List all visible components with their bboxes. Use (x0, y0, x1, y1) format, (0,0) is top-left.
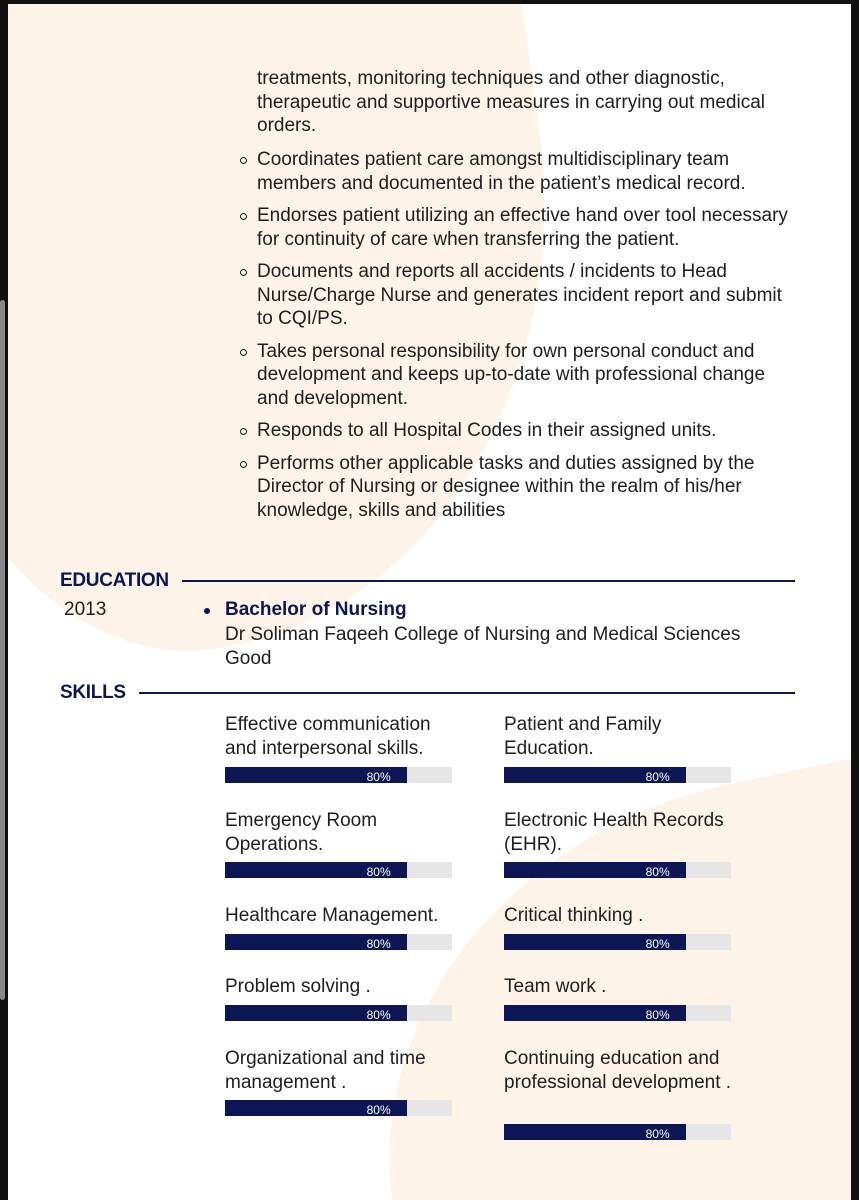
duty-text: Responds to all Hospital Codes in their assigned units. (257, 420, 717, 441)
duty-text: Endorses patient utilizing an effective hand over tool necessary for continuity of care when transferring the patient. (257, 205, 788, 250)
skill-level-label: 80% (645, 1008, 670, 1022)
duty-text: Takes personal responsibility for own personal conduct and development and keeps up-to-date with professional change and development. (257, 340, 766, 409)
duties-list (257, 148, 797, 531)
skill-level-label: 80% (645, 770, 670, 784)
duty-item (257, 340, 797, 411)
duty-item (257, 148, 797, 195)
education-degree: Bachelor of Nursing (225, 599, 407, 620)
skill-level-bar (225, 934, 452, 950)
skill-item (225, 809, 465, 856)
duty-text: Coordinates patient care amongst multidisciplinary team members and documented in the patient’s medical record. (257, 149, 746, 194)
skill-item (504, 1047, 744, 1094)
skill-level-label: 80% (366, 865, 391, 879)
skill-level-label: 80% (645, 865, 670, 879)
skill-item (504, 713, 744, 760)
circle-bullet-icon (240, 428, 247, 435)
skill-name: Patient and Family Education. (504, 714, 662, 759)
skill-item (225, 713, 465, 760)
skill-name: Emergency Room Operations. (225, 810, 378, 855)
skill-name: Electronic Health Records (EHR). (504, 810, 724, 855)
skill-item (504, 809, 744, 856)
skill-level-bar (504, 1005, 731, 1021)
resume-page (8, 4, 851, 1200)
education-bullet-icon (204, 608, 210, 614)
skill-level-label: 80% (645, 937, 670, 951)
duty-item (257, 204, 797, 251)
skill-name: Team work . (504, 976, 607, 997)
skill-item (225, 975, 465, 999)
skill-name: Problem solving . (225, 976, 371, 997)
skill-level-bar (504, 934, 731, 950)
duty-text: Documents and reports all accidents / incidents to Head Nurse/Charge Nurse and generates incident report and submit to CQI/PS. (257, 261, 782, 329)
skill-name: Organizational and time management . (225, 1048, 426, 1093)
duty-item (257, 452, 797, 523)
education-divider (182, 580, 795, 582)
circle-bullet-icon (240, 269, 247, 276)
skill-level-bar (225, 862, 452, 878)
skill-level-bar (504, 767, 731, 783)
skill-item (225, 1047, 465, 1094)
duty-text: Performs other applicable tasks and duties assigned by the Director of Nursing or designee within the realm of his/her knowledge, skills and abilities (257, 452, 755, 521)
skill-level-bar (225, 1100, 452, 1116)
skill-level-bar (225, 767, 452, 783)
skill-level-label: 80% (366, 770, 391, 784)
skill-name: Critical thinking . (504, 905, 644, 926)
skill-level-bar (504, 862, 731, 878)
skill-name: Continuing education and professional development . (504, 1048, 732, 1093)
circle-bullet-icon (240, 349, 247, 356)
skill-level-label: 80% (366, 1008, 391, 1022)
duty-item (257, 260, 797, 331)
experience-continued-text: treatments, monitoring techniques and other diagnostic, therapeutic and supportive measures in carrying out medical orders. (257, 68, 765, 136)
skill-level-label: 80% (366, 937, 391, 951)
skills-divider (139, 692, 795, 694)
skill-item (225, 904, 465, 928)
education-grade: Good (225, 648, 272, 669)
skill-level-bar (225, 1005, 452, 1021)
skill-item (504, 904, 744, 928)
education-year: 2013 (64, 599, 107, 620)
duty-item (257, 419, 797, 443)
circle-bullet-icon (240, 213, 247, 220)
skill-name: Healthcare Management. (225, 905, 439, 926)
skill-name: Effective communication and interpersonal skills. (225, 714, 431, 759)
skill-item (504, 975, 744, 999)
circle-bullet-icon (240, 157, 247, 164)
education-heading: EDUCATION (60, 570, 169, 591)
resume-content (8, 4, 851, 1200)
scrollbar[interactable] (0, 300, 5, 1000)
skills-heading: SKILLS (60, 682, 126, 703)
skill-level-label: 80% (366, 1103, 391, 1117)
skill-level-label: 80% (645, 1127, 670, 1141)
circle-bullet-icon (240, 461, 247, 468)
education-school: Dr Soliman Faqeeh College of Nursing and Medical Sciences (225, 624, 741, 645)
skill-level-bar (504, 1124, 731, 1140)
